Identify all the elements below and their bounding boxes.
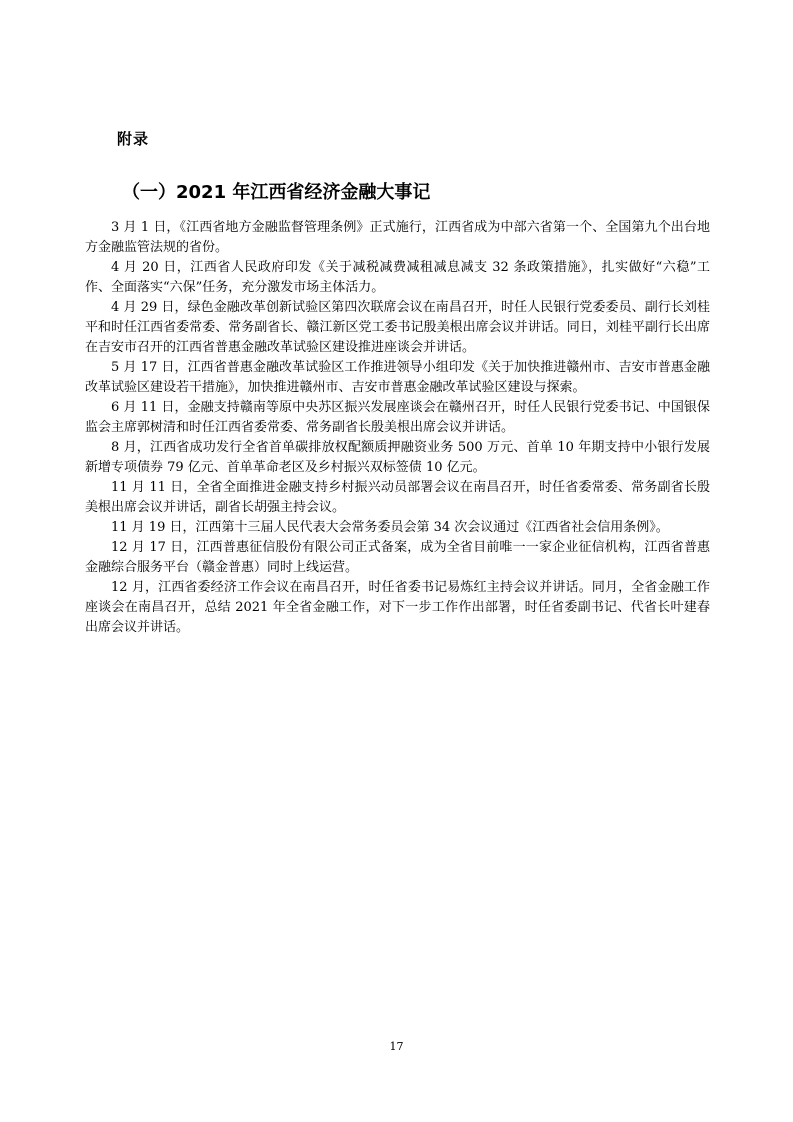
section-title: （一）2021 年江西省经济金融大事记: [122, 182, 431, 203]
event-paragraph-apr-29: 4 月 29 日，绿色金融改革创新试验区第四次联席会议在南昌召开，时任人民银行党委委员、副行长刘桂平和时任江西省委常委、常务副省长、赣江新区党工委书记殷美根出席会议并讲话。同日，刘桂平副行长出席在吉安市召开的江西省普惠金融改革试验区建设推进座谈会并讲话。: [85, 300, 710, 355]
page-number: 17: [389, 1040, 404, 1053]
event-paragraph-nov-11: 11 月 11 日，全省全面推进金融支持乡村振兴动员部署会议在南昌召开，时任省委常委、常务副省长殷美根出席会议并讲话，副省长胡强主持会议。: [85, 480, 710, 515]
event-paragraph-may-17: 5 月 17 日，江西省普惠金融改革试验区工作推进领导小组印发《关于加快推进赣州市、吉安市普惠金融改革试验区建设若干措施》，加快推进赣州市、吉安市普惠金融改革试验区建设与探索。: [85, 360, 710, 395]
event-paragraph-jun-11: 6 月 11 日，金融支持赣南等原中央苏区振兴发展座谈会在赣州召开，时任人民银行党委书记、中国银保监会主席郭树清和时任江西省委常委、常务副省长殷美根出席会议并讲话。: [85, 400, 710, 435]
event-paragraph-dec-17: 12 月 17 日，江西普惠征信股份有限公司正式备案，成为全省目前唯一一家企业征信机构，江西省普惠金融综合服务平台（赣金普惠）同时上线运营。: [85, 540, 710, 575]
event-paragraph-nov-19: 11 月 19 日，江西第十三届人民代表大会常务委员会第 34 次会议通过《江西省社会信用条例》。: [111, 520, 669, 535]
event-paragraph-aug: 8 月，江西省成功发行全省首单碳排放权配额质押融资业务 500 万元、首单 10 年期支持中小银行发展新增专项债券 79 亿元、首单革命老区及乡村振兴双标签债 10 亿元。: [85, 440, 710, 475]
appendix-heading: 附录: [117, 130, 150, 148]
event-paragraph-mar-1: 3 月 1 日，《江西省地方金融监督管理条例》正式施行，江西省成为中部六省第一个、全国第九个出台地方金融监管法规的省份。: [85, 220, 710, 255]
event-paragraph-apr-20: 4 月 20 日，江西省人民政府印发《关于减税减费减租减息减支 32 条政策措施》，扎实做好“六稳”工作、全面落实“六保”任务，充分激发市场主体活力。: [85, 260, 710, 295]
event-paragraph-dec: 12 月，江西省委经济工作会议在南昌召开，时任省委书记易炼红主持会议并讲话。同月，全省金融工作座谈会在南昌召开，总结 2021 年全省金融工作，对下一步工作作出部署，时任省委副书记、代省长叶建春出席会议并讲话。: [85, 580, 710, 635]
document-body: [85, 218, 710, 638]
